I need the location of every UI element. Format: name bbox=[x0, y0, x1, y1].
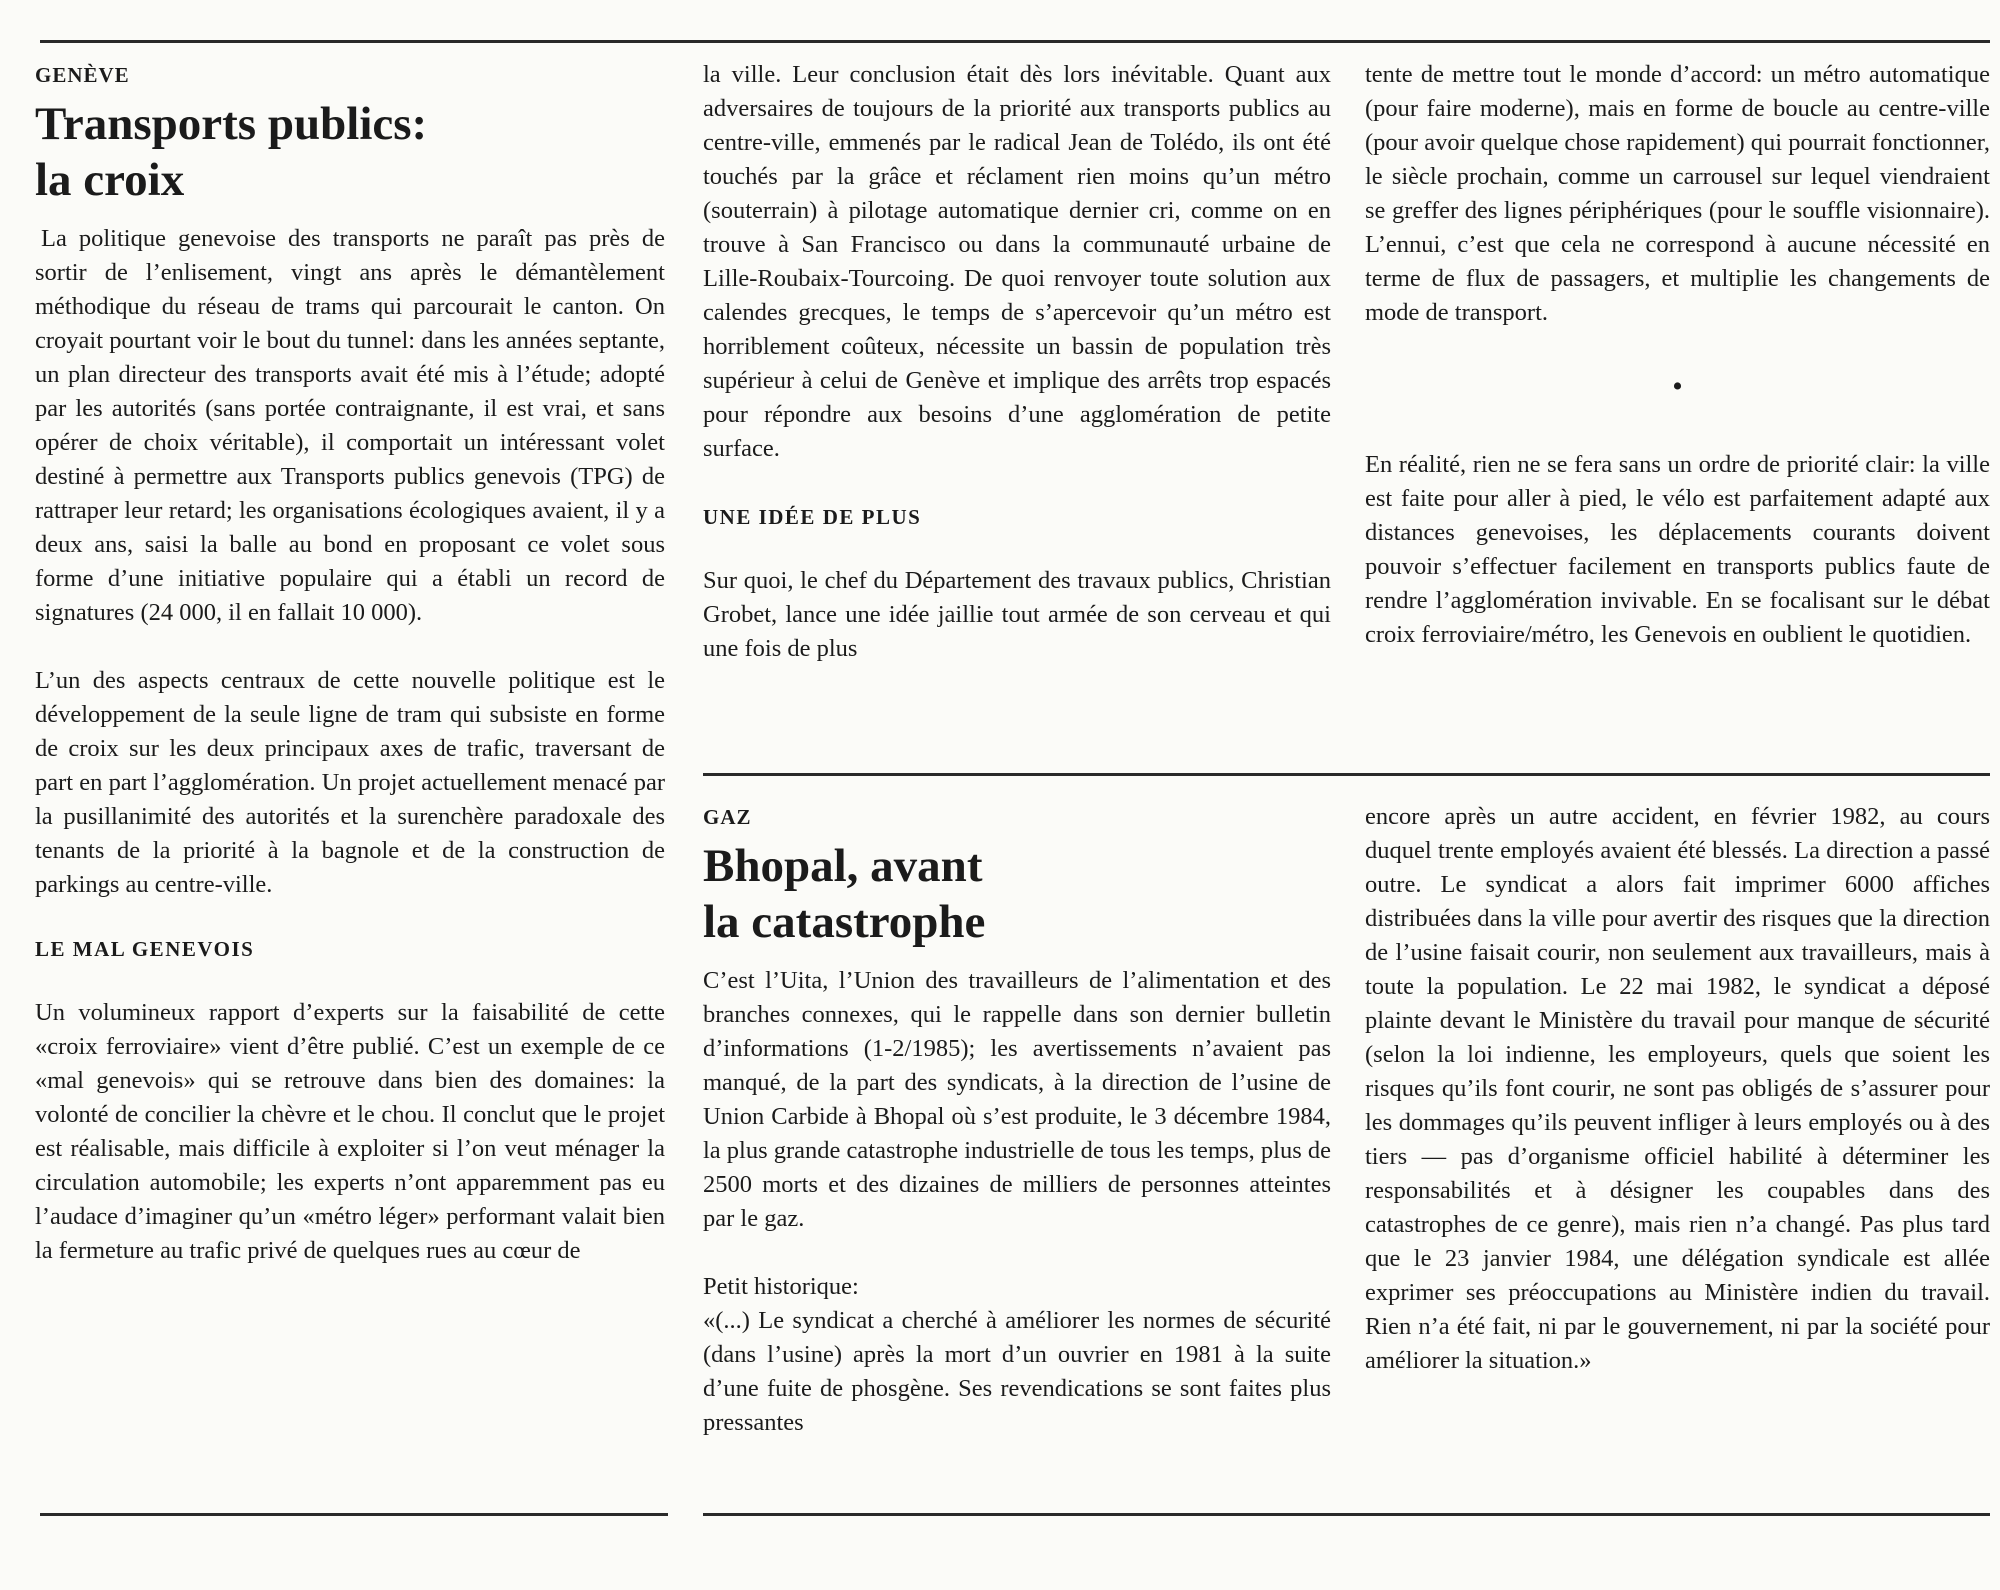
article1-column3 bbox=[1365, 58, 1990, 652]
article1-headline-line2: la croix bbox=[35, 154, 185, 206]
article2-historique-intro: Petit historique: bbox=[703, 1273, 859, 1300]
article2-headline bbox=[703, 838, 1331, 950]
article1-paragraph-2: L’un des aspects centraux de cette nouvelle politique est le développement de la seule ligne de tram qui subsiste en forme de croix sur les deux principaux axes de trafic, traversant de part en part l’agglomération. Un projet actuellement menacé par la pusillanimité des autorités et la surenchère paradoxale des tenants de la priorité à la bagnole et de la construction de parkings au centre-ville. bbox=[35, 667, 665, 898]
article1-headline-line1: Transports publics: bbox=[35, 98, 428, 150]
article1-paragraph-5: Sur quoi, le chef du Département des travaux publics, Christian Grobet, lance une idée jaillie tout armée de son cerveau et qui une fois de plus bbox=[703, 567, 1331, 662]
article-separator-rule bbox=[703, 773, 1990, 776]
article1-column1 bbox=[35, 58, 665, 1268]
section-separator-bullet: • bbox=[1672, 370, 1683, 403]
article1-paragraph-3: Un volumineux rapport d’experts sur la faisabilité de cette «croix ferroviaire» vient d’être publié. C’est un exemple de ce «mal genevois» qui se retrouve dans bien des domaines: la volonté de concilier la chèvre et le chou. Il conclut que le projet est réalisable, mais difficile à exploiter si l’on veut ménager la circulation automobile; les experts n’ont apparemment pas eu l’audace d’imaginer qu’un «métro léger» performant valait bien la fermeture au trafic privé de quelques rues au cœur de bbox=[35, 999, 665, 1264]
article2-column1 bbox=[703, 800, 1331, 1440]
article1-paragraph-6: tente de mettre tout le monde d’accord: un métro automatique (pour faire moderne), mais en forme de boucle au centre-ville (pour avoir quelque chose rapidement) qui pourrait fonctionner, le siècle prochain, comme un carrousel sur lequel viendraient se greffer des lignes périphériques (pour le souffle visionnaire). L’ennui, c’est que cela ne correspond à aucune nécessité en terme de flux de passagers, et multiplie les changements de mode de transport. bbox=[1365, 61, 1990, 326]
article2-paragraph-1: C’est l’Uita, l’Union des travailleurs de l’alimentation et des branches connexes, qui le rappelle dans son dernier bulletin d’informations (1-2/1985); les avertissements n’avaient pas manqué, de la part des syndicats, à la direction de l’usine de Union Carbide à Bhopal où s’est produite, le 3 décembre 1984, la plus grande catastrophe industrielle de tous les temps, plus de 2500 morts et des dizaines de milliers de personnes atteintes par le gaz. bbox=[703, 967, 1332, 1232]
article1-paragraph-7: En réalité, rien ne se fera sans un ordre de priorité clair: la ville est faite pour aller à pied, le vélo est parfaitement adapté aux distances genevoises, les déplacements courants doivent pouvoir s’effectuer facilement en transports publics faute de rendre l’agglomération invivable. En se focalisant sur le débat croix ferroviaire/métro, les Genevois en oublient le quotidien. bbox=[1365, 451, 1990, 648]
article2-headline-line1: Bhopal, avant bbox=[703, 840, 983, 892]
bottom-rule-right bbox=[703, 1513, 1990, 1516]
article2-headline-line2: la catastrophe bbox=[703, 896, 986, 948]
top-rule bbox=[40, 40, 1990, 43]
article2-paragraph-2: «(...) Le syndicat a cherché à améliorer les normes de sécurité (dans l’usine) après la mort d’un ouvrier en 1981 à la suite d’une fuite de phosgène. Ses revendications se sont faites plus pressantes bbox=[703, 1307, 1331, 1436]
article1-headline bbox=[35, 96, 665, 208]
article1-column2 bbox=[703, 58, 1331, 666]
article1-subhead-idee-de-plus: UNE IDÉE DE PLUS bbox=[703, 505, 922, 529]
article2-kicker: GAZ bbox=[703, 805, 752, 829]
article2-column2 bbox=[1365, 800, 1990, 1378]
bottom-rule-left bbox=[40, 1513, 668, 1516]
article1-paragraph-1: La politique genevoise des transports ne paraît pas près de sortir de l’enlisement, vingt ans après le démantèlement méthodique du réseau de trams qui parcourait le canton. On croyait pourtant voir le bout du tunnel: dans les années septante, un plan directeur des transports avait été mis à l’étude; adopté par les autorités (sans portée contraignante, il est vrai, et sans opérer de choix véritable), il comportait un intéressant volet destiné à permettre aux Transports publics genevois (TPG) de rattraper leur retard; les organisations écologiques avaient, il y a deux ans, saisi la balle au bond en proposant ce volet sous forme d’une initiative populaire qui a établi un record de signatures (24 000, il en fallait 10 000). bbox=[35, 225, 665, 626]
article1-kicker: GENÈVE bbox=[35, 63, 130, 87]
article2-paragraph-3: encore après un autre accident, en février 1982, au cours duquel trente employés avaient été blessés. La direction a passé outre. Le syndicat a alors fait imprimer 6000 affiches distribuées dans la ville pour avertir des risques que la direction de l’usine faisait courir, non seulement aux travailleurs, mais à toute la population. Le 22 mai 1982, le syndicat a déposé plainte devant le Ministère du travail pour manque de sécurité (selon la loi indienne, les employeurs, quels que soient les risques qu’ils font courir, ne sont pas obligés de s’assurer pour les dommages qu’ils peuvent infliger à leurs employés ou à des tiers — pas d’organisme officiel habilité à déterminer les responsabilités et à désigner les coupables dans des catastrophes de ce genre), mais rien n’a changé. Pas plus tard que le 23 janvier 1984, une délégation syndicale est allée exprimer ses préoccupations au Ministère indien du travail. Rien n’a été fait, ni par le gouvernement, ni par la société pour améliorer la situation.» bbox=[1365, 803, 1990, 1374]
article1-paragraph-4: la ville. Leur conclusion était dès lors inévitable. Quant aux adversaires de toujours de la priorité aux transports publics au centre-ville, emmenés par le radical Jean de Tolédo, ils ont été touchés par la grâce et réclament rien moins qu’un métro (souterrain) à pilotage automatique dernier cri, comme on en trouve à San Francisco ou dans la communauté urbaine de Lille-Roubaix-Tourcoing. De quoi renvoyer toute solution aux calendes grecques, le temps de s’apercevoir qu’un métro est horriblement coûteux, nécessite un bassin de population très supérieur à celui de Genève et implique des arrêts trop espacés pour répondre aux besoins d’une agglomération de petite surface. bbox=[703, 61, 1331, 462]
article1-subhead-mal-genevois: LE MAL GENEVOIS bbox=[35, 937, 255, 961]
